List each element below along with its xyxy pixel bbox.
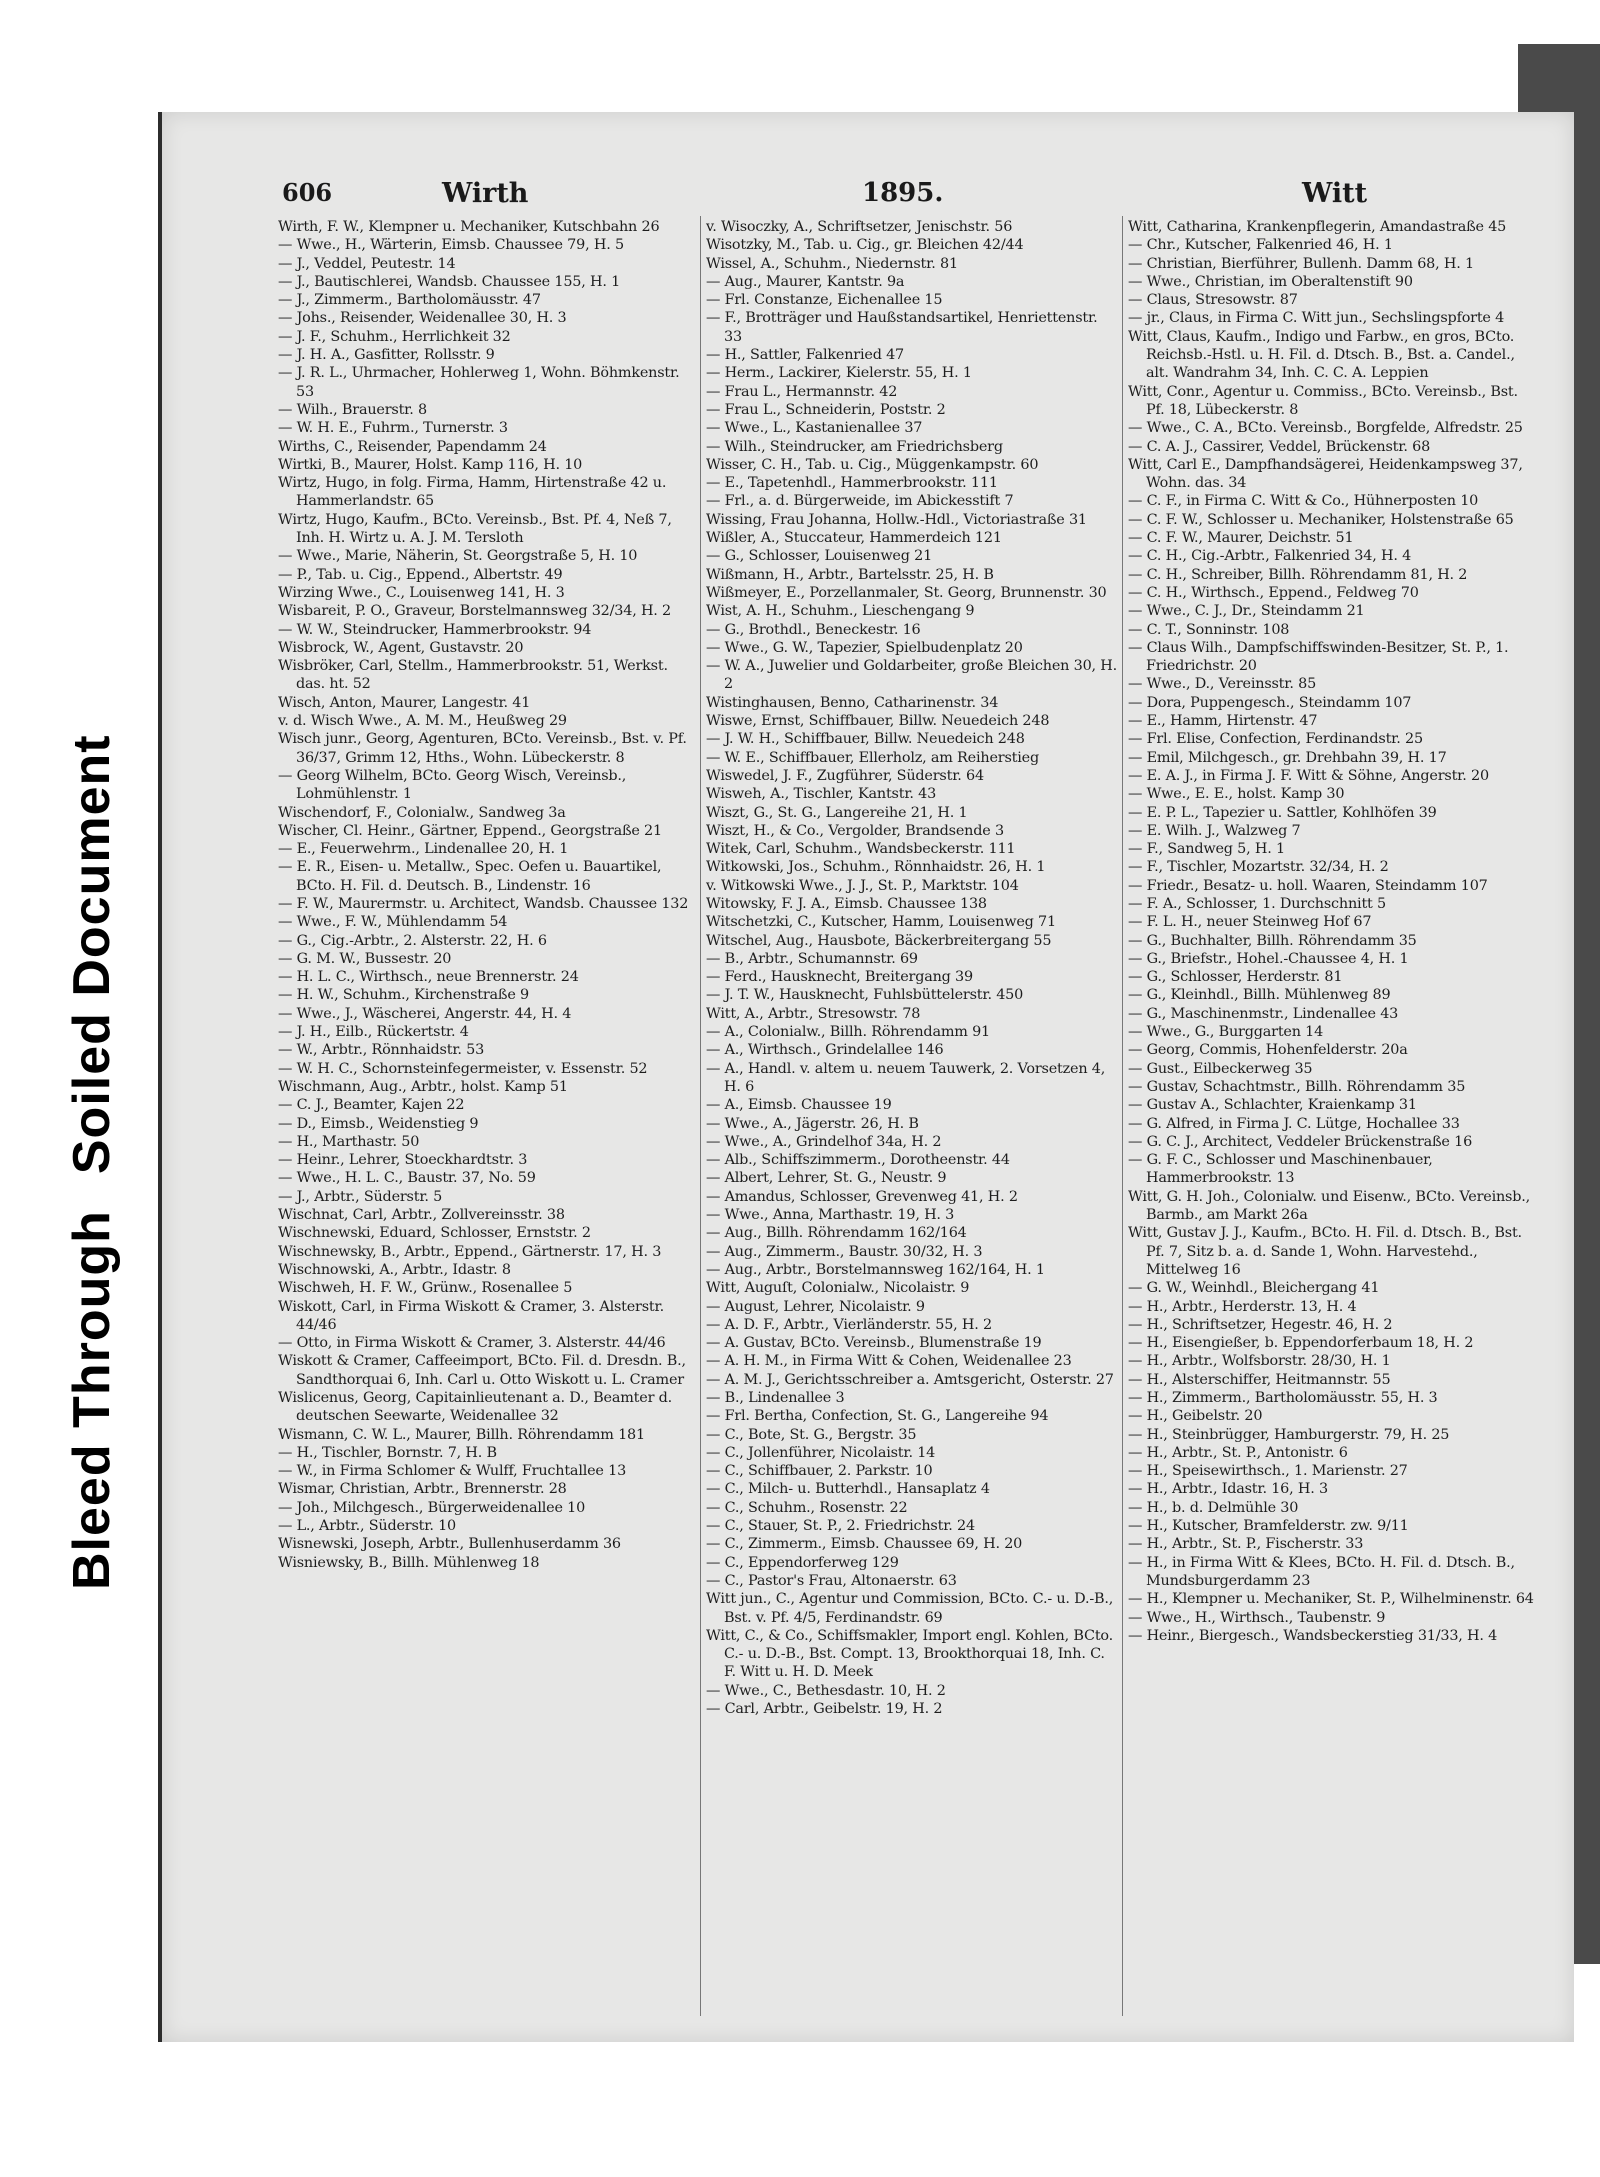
directory-entry: — C. J., Beamter, Kajen 22 xyxy=(278,1097,465,1114)
directory-entry: — Aug., Zimmerm., Baustr. 30/32, H. 3 xyxy=(706,1243,983,1260)
directory-entry: — P., Tab. u. Cig., Eppend., Albertstr. 49 xyxy=(278,566,563,583)
directory-entry: Wisbareit, P. O., Graveur, Borstelmannsweg 32/34, H. 2 xyxy=(278,603,671,620)
directory-entry: — H., Arbtr., St. P., Antonistr. 6 xyxy=(1128,1444,1348,1461)
directory-entry: — C., Jollenführer, Nicolaistr. 14 xyxy=(706,1444,936,1461)
directory-entry: — J. H. A., Gasfitter, Rollsstr. 9 xyxy=(278,347,495,364)
directory-entry: — J., Arbtr., Süderstr. 5 xyxy=(278,1188,443,1205)
directory-entry: Wischnat, Carl, Arbtr., Zollvereinsstr. 38 xyxy=(278,1207,565,1224)
directory-entry: — Otto, in Firma Wiskott & Cramer, 3. Alsterstr. 44/46 xyxy=(278,1335,666,1352)
directory-entry: Witt, Carl E., Dampfhandsägerei, Heidenkampsweg 37, Wohn. das. 34 xyxy=(1128,456,1523,492)
directory-entry: — W., Arbtr., Rönnhaidstr. 53 xyxy=(278,1042,485,1059)
running-head-left: Wirth xyxy=(442,178,529,209)
directory-entry: Wirths, C., Reisender, Papendamm 24 xyxy=(278,438,547,455)
directory-entry: — H., Kutscher, Bramfelderstr. zw. 9/11 xyxy=(1128,1518,1409,1535)
directory-entry: Wisser, C. H., Tab. u. Cig., Müggenkampstr. 60 xyxy=(706,456,1039,473)
directory-entry: — Wwe., G., Burggarten 14 xyxy=(1128,1024,1324,1041)
directory-entry: — H. W., Schuhm., Kirchenstraße 9 xyxy=(278,987,529,1004)
directory-entry: Wischweh, H. F. W., Grünw., Rosenallee 5 xyxy=(278,1280,573,1297)
directory-entry: — W. H. E., Fuhrm., Turnerstr. 3 xyxy=(278,420,508,437)
directory-entry: — Wwe., C. J., Dr., Steindamm 21 xyxy=(1128,603,1365,620)
directory-entry: — C., Bote, St. G., Bergstr. 35 xyxy=(706,1426,917,1443)
directory-entry: Wischnewski, Eduard, Schlosser, Ernststr. 2 xyxy=(278,1225,591,1242)
directory-entry: Witt, Gustav J. J., Kaufm., BCto. H. Fil. d. Dtsch. B., Bst. Pf. 7, Sitz b. a. d. Sande 1, Wohn. Harvestehd., Mittelweg 16 xyxy=(1128,1225,1522,1278)
directory-entry: Wischer, Cl. Heinr., Gärtner, Eppend., Georgstraße 21 xyxy=(278,822,662,839)
directory-entry: — H., Arbtr., Herderstr. 13, H. 4 xyxy=(1128,1298,1357,1315)
directory-entry: Wisweh, A., Tischler, Kantstr. 43 xyxy=(706,786,937,803)
directory-entry: — B., Arbtr., Schumannstr. 69 xyxy=(706,950,918,967)
directory-entry: — Ferd., Hausknecht, Breitergang 39 xyxy=(706,969,973,986)
directory-entry: — H., Schriftsetzer, Hegestr. 46, H. 2 xyxy=(1128,1316,1393,1333)
directory-entry: — Carl, Arbtr., Geibelstr. 19, H. 2 xyxy=(706,1701,943,1718)
directory-entry: Wisotzky, M., Tab. u. Cig., gr. Bleichen 42/44 xyxy=(706,237,1024,254)
directory-entry: Wisbrock, W., Agent, Gustavstr. 20 xyxy=(278,639,524,656)
directory-entry: Wischnewsky, B., Arbtr., Eppend., Gärtnerstr. 17, H. 3 xyxy=(278,1243,662,1260)
directory-entry: — C. F. W., Maurer, Deichstr. 51 xyxy=(1128,530,1354,547)
directory-entry: — F. W., Maurermstr. u. Architect, Wandsb. Chaussee 132 xyxy=(278,895,689,912)
directory-entry: Wistinghausen, Benno, Catharinenstr. 34 xyxy=(706,694,999,711)
directory-entry: — C. H., Wirthsch., Eppend., Feldweg 70 xyxy=(1128,584,1419,601)
directory-entry: — H., Klempner u. Mechaniker, St. P., Wilhelminenstr. 64 xyxy=(1128,1591,1534,1608)
directory-entry: — A., Eimsb. Chaussee 19 xyxy=(706,1097,892,1114)
directory-entry: — G. W., Weinhdl., Bleichergang 41 xyxy=(1128,1280,1380,1297)
directory-entry: Wist, A. H., Schuhm., Lieschengang 9 xyxy=(706,603,975,620)
directory-entry: — G., Buchhalter, Billh. Röhrendamm 35 xyxy=(1128,932,1417,949)
directory-entry: — Wwe., A., Jägerstr. 26, H. B xyxy=(706,1115,919,1132)
directory-entry: — H., Geibelstr. 20 xyxy=(1128,1408,1263,1425)
directory-entry: — H., Speisewirthsch., 1. Marienstr. 27 xyxy=(1128,1463,1408,1480)
directory-entry: — Claus Wilh., Dampfschiffswinden-Besitzer, St. P., 1. Friedrichstr. 20 xyxy=(1128,639,1509,675)
directory-entry: — C., Schuhm., Rosenstr. 22 xyxy=(706,1499,908,1516)
directory-entry: — E., Feuerwehrm., Lindenallee 20, H. 1 xyxy=(278,841,569,858)
stamp-bleed-through: Bleed Through xyxy=(63,1210,121,1590)
directory-entry: — H., Eisengießer, b. Eppendorferbaum 18, H. 2 xyxy=(1128,1335,1474,1352)
directory-entry: — Emil, Milchgesch., gr. Drehbahn 39, H. 17 xyxy=(1128,749,1447,766)
directory-entry: — A. Gustav, BCto. Vereinsb., Blumenstraße 19 xyxy=(706,1335,1042,1352)
directory-entry: v. Wisoczky, A., Schriftsetzer, Jenischstr. 56 xyxy=(706,219,1013,235)
directory-entry: — Frau L., Schneiderin, Poststr. 2 xyxy=(706,401,946,418)
directory-entry: — Johs., Reisender, Weidenallee 30, H. 3 xyxy=(278,310,567,327)
directory-entry: — C. A. J., Cassirer, Veddel, Brückenstr. 68 xyxy=(1128,438,1431,455)
directory-entry: Wirtz, Hugo, Kaufm., BCto. Vereinsb., Bst. Pf. 4, Neß 7, Inh. H. Wirtz u. A. J. M. Tersloth xyxy=(278,511,672,547)
directory-entry: Witschel, Aug., Hausbote, Bäckerbreitergang 55 xyxy=(706,932,1052,949)
directory-entry: — Wwe., Anna, Marthastr. 19, H. 3 xyxy=(706,1207,955,1224)
directory-entry: Wiswedel, J. F., Zugführer, Süderstr. 64 xyxy=(706,767,984,784)
directory-entry: Witt, A., Arbtr., Stresowstr. 78 xyxy=(706,1005,921,1022)
directory-entry: — Frl. Elise, Confection, Ferdinandstr. 25 xyxy=(1128,731,1423,748)
directory-entry: — Frl., a. d. Bürgerweide, im Abickesstift 7 xyxy=(706,493,1014,510)
directory-entry: — Friedr., Besatz- u. holl. Waaren, Steindamm 107 xyxy=(1128,877,1488,894)
directory-entry: — H., Zimmerm., Bartholomäusstr. 55, H. 3 xyxy=(1128,1390,1438,1406)
directory-entry: — F. L. H., neuer Steinweg Hof 67 xyxy=(1128,914,1372,931)
directory-entry: — J. R. L., Uhrmacher, Hohlerweg 1, Wohn. Böhmkenstr. 53 xyxy=(278,365,680,400)
directory-entry: — A., Handl. v. altem u. neuem Tauwerk, 2. Vorsetzen 4, H. 6 xyxy=(706,1060,1106,1095)
directory-entry: — Gustav, Schachtmstr., Billh. Röhrendamm 35 xyxy=(1128,1078,1466,1095)
directory-entry: — Wwe., H., Wärterin, Eimsb. Chaussee 79, H. 5 xyxy=(278,237,624,254)
directory-entry: — A., Colonialw., Billh. Röhrendamm 91 xyxy=(706,1024,991,1041)
directory-entry: — G., Briefstr., Hohel.-Chaussee 4, H. 1 xyxy=(1128,950,1409,967)
directory-entry: Wißmann, H., Arbtr., Bartelsstr. 25, H. B xyxy=(706,566,994,583)
column-rule xyxy=(1122,216,1123,2016)
directory-entry: Wislicenus, Georg, Capitainlieutenant a. D., Beamter d. deutschen Seewarte, Weidenallee 32 xyxy=(278,1390,673,1425)
directory-entry: Wischendorf, F., Colonialw., Sandweg 3a xyxy=(278,804,566,821)
directory-entry: Wiswe, Ernst, Schiffbauer, Billw. Neuedeich 248 xyxy=(706,713,1050,730)
directory-entry: — F., Brotträger und Haußstandsartikel, Henriettenstr. 33 xyxy=(706,310,1098,345)
directory-entry: — J. F., Schuhm., Herrlichkeit 32 xyxy=(278,328,511,345)
directory-entry: — F. A., Schlosser, 1. Durchschnitt 5 xyxy=(1128,895,1386,912)
directory-entry: — J., Veddel, Peutestr. 14 xyxy=(278,255,456,272)
directory-entry: Witt, Conr., Agentur u. Commiss., BCto. Vereinsb., Bst. Pf. 18, Lübeckerstr. 8 xyxy=(1128,383,1518,418)
directory-entry: Witowsky, F. J. A., Eimsb. Chaussee 138 xyxy=(706,895,987,912)
directory-entry: — Joh., Milchgesch., Bürgerweidenallee 10 xyxy=(278,1499,586,1516)
column-rule xyxy=(700,216,701,2016)
directory-entry: — E. P. L., Tapezier u. Sattler, Kohlhöfen 39 xyxy=(1128,804,1437,821)
directory-entry: — W., in Firma Schlomer & Wulff, Fruchtallee 13 xyxy=(278,1463,627,1480)
directory-entry: — Wwe., L., Kastanienallee 37 xyxy=(706,420,923,437)
directory-entry: — H., Arbtr., Wolfsborstr. 28/30, H. 1 xyxy=(1128,1353,1391,1370)
directory-page xyxy=(158,112,1574,2042)
directory-entry: — E., Hamm, Hirtenstr. 47 xyxy=(1128,713,1318,730)
directory-entry: — H., Arbtr., St. P., Fischerstr. 33 xyxy=(1128,1536,1364,1553)
directory-entry: Wirzing Wwe., C., Louisenweg 141, H. 3 xyxy=(278,584,565,601)
directory-entry: Witt, C., & Co., Schiffsmakler, Import engl. Kohlen, BCto. C.- u. D.-B., Bst. Compt. 13, Brookthorquai 18, Inh. C. F. Witt u. H. D. Meek xyxy=(706,1627,1113,1681)
directory-entry: — H., Arbtr., Idastr. 16, H. 3 xyxy=(1128,1481,1328,1498)
directory-entry: — W. H. C., Schornsteinfegermeister, v. Essenstr. 52 xyxy=(278,1060,648,1077)
directory-entry: — H., in Firma Witt & Klees, BCto. H. Fil. d. Dtsch. B., Mundsburgerdamm 23 xyxy=(1128,1554,1515,1589)
running-head-year: 1895. xyxy=(862,178,944,208)
directory-entry: — G. Alfred, in Firma J. C. Lütge, Hochallee 33 xyxy=(1128,1115,1460,1132)
directory-entry: — E., Tapetenhdl., Hammerbrookstr. 111 xyxy=(706,475,998,492)
directory-entry: — Aug., Arbtr., Borstelmannsweg 162/164, H. 1 xyxy=(706,1261,1045,1278)
directory-entry: — Wilh., Steindrucker, am Friedrichsberg xyxy=(706,438,1003,455)
directory-entry: Wirtz, Hugo, in folg. Firma, Hamm, Hirtenstraße 42 u. Hammerlandstr. 65 xyxy=(278,475,667,510)
directory-entry: — Wwe., C. A., BCto. Vereinsb., Borgfelde, Alfredstr. 25 xyxy=(1128,420,1523,437)
directory-entry: — G., Cig.-Arbtr., 2. Alsterstr. 22, H. 6 xyxy=(278,932,547,949)
directory-entry: — G. C. J., Architect, Veddeler Brückenstraße 16 xyxy=(1128,1133,1473,1150)
directory-entry: — E. Wilh. J., Walzweg 7 xyxy=(1128,822,1301,839)
directory-entry: — C. F. W., Schlosser u. Mechaniker, Holstenstraße 65 xyxy=(1128,511,1514,528)
directory-entry: v. d. Wisch Wwe., A. M. M., Heußweg 29 xyxy=(278,713,567,730)
directory-entry: — Christian, Bierführer, Bullenh. Damm 68, H. 1 xyxy=(1128,255,1474,272)
directory-entry: — W. W., Steindrucker, Hammerbrookstr. 94 xyxy=(278,621,592,638)
directory-entry: Wisniewsky, B., Billh. Mühlenweg 18 xyxy=(278,1554,540,1571)
directory-entry: v. Witkowski Wwe., J. J., St. P., Marktstr. 104 xyxy=(706,877,1019,894)
directory-entry: — Wwe., H., Wirthsch., Taubenstr. 9 xyxy=(1128,1609,1386,1626)
directory-entry: — C., Stauer, St. P., 2. Friedrichstr. 24 xyxy=(706,1518,975,1535)
directory-entry: — A., Wirthsch., Grindelallee 146 xyxy=(706,1042,944,1059)
directory-entry: — Wwe., Christian, im Oberaltenstift 90 xyxy=(1128,273,1413,290)
directory-entry: — W. A., Juwelier und Goldarbeiter, große Bleichen 30, H. 2 xyxy=(706,658,1118,693)
directory-entry: — C., Schiffbauer, 2. Parkstr. 10 xyxy=(706,1463,933,1480)
directory-entry: — H. L. C., Wirthsch., neue Brennerstr. 24 xyxy=(278,969,579,986)
directory-entry: — C. H., Schreiber, Billh. Röhrendamm 81, H. 2 xyxy=(1128,566,1468,583)
directory-entry: — Wwe., C., Bethesdastr. 10, H. 2 xyxy=(706,1682,946,1699)
directory-entry: — Wwe., E. E., holst. Kamp 30 xyxy=(1128,786,1345,803)
directory-entry: — L., Arbtr., Süderstr. 10 xyxy=(278,1518,456,1535)
directory-entry: Wischnowski, A., Arbtr., Idastr. 8 xyxy=(278,1261,511,1278)
directory-entry: — Claus, Stresowstr. 87 xyxy=(1128,292,1298,309)
directory-entry: — E. A. J., in Firma J. F. Witt & Söhne, Angerstr. 20 xyxy=(1128,767,1489,784)
directory-entry: — G., Kleinhdl., Billh. Mühlenweg 89 xyxy=(1128,987,1391,1004)
directory-entry: Wiskott & Cramer, Caffeeimport, BCto. Fil. d. Dresdn. B., Sandthorquai 6, Inh. Carl u. Otto Wiskott u. L. Cramer xyxy=(278,1353,686,1388)
directory-entry: — H., b. d. Delmühle 30 xyxy=(1128,1499,1299,1516)
directory-entry: — C. F., in Firma C. Witt & Co., Hühnerposten 10 xyxy=(1128,493,1479,510)
directory-entry: — Herm., Lackirer, Kielerstr. 55, H. 1 xyxy=(706,365,972,382)
directory-entry: — Albert, Lehrer, St. G., Neustr. 9 xyxy=(706,1170,947,1187)
directory-entry: — G., Brothdl., Beneckestr. 16 xyxy=(706,621,921,638)
directory-entry: — J. W. H., Schiffbauer, Billw. Neuedeich 248 xyxy=(706,731,1025,748)
directory-entry: — B., Lindenallee 3 xyxy=(706,1390,845,1406)
directory-entry: Wissel, A., Schuhm., Niedernstr. 81 xyxy=(706,255,958,272)
directory-entry: — Gust., Eilbeckerweg 35 xyxy=(1128,1060,1313,1077)
directory-entry: Wißler, A., Stuccateur, Hammerdeich 121 xyxy=(706,530,1002,547)
directory-entry: — Frl. Constanze, Eichenallee 15 xyxy=(706,292,943,309)
directory-entry: — Chr., Kutscher, Falkenried 46, H. 1 xyxy=(1128,237,1393,254)
directory-entry: — Aug., Billh. Röhrendamm 162/164 xyxy=(706,1225,967,1242)
directory-entry: — J., Zimmerm., Bartholomäusstr. 47 xyxy=(278,292,541,309)
directory-entry: — Heinr., Biergesch., Wandsbeckerstieg 31/33, H. 4 xyxy=(1128,1627,1498,1644)
directory-entry: — H., Tischler, Bornstr. 7, H. B xyxy=(278,1444,497,1461)
directory-entry: Wisch junr., Georg, Agenturen, BCto. Vereinsb., Bst. v. Pf. 36/37, Grimm 12, Hths., Wohn. Lübeckerstr. 8 xyxy=(278,731,687,766)
directory-entry: — W. E., Schiffbauer, Ellerholz, am Reiherstieg xyxy=(706,749,1039,766)
directory-entry: — G., Schlosser, Herderstr. 81 xyxy=(1128,969,1343,986)
directory-entry: — J., Bautischlerei, Wandsb. Chaussee 155, H. 1 xyxy=(278,273,621,290)
directory-entry: — Georg, Commis, Hohenfelderstr. 20a xyxy=(1128,1042,1408,1059)
directory-entry: — Aug., Maurer, Kantstr. 9a xyxy=(706,273,905,290)
directory-entry: Witt, G. H. Joh., Colonialw. und Eisenw., BCto. Vereinsb., Barmb., am Markt 26a xyxy=(1128,1188,1530,1224)
page-number: 606 xyxy=(282,178,333,207)
directory-entry: — C., Eppendorferweg 129 xyxy=(706,1554,899,1571)
directory-entry: Wiszt, G., St. G., Langereihe 21, H. 1 xyxy=(706,804,968,821)
directory-entry: — Heinr., Lehrer, Stoeckhardtstr. 3 xyxy=(278,1152,528,1169)
directory-entry: Witt jun., C., Agentur und Commission, BCto. C.- u. D.-B., Bst. v. Pf. 4/5, Ferdinandstr. 69 xyxy=(706,1591,1114,1626)
directory-entry: Witt, Auguſt, Colonialw., Nicolaistr. 9 xyxy=(706,1280,970,1297)
directory-entry: — E. R., Eisen- u. Metallw., Spec. Oefen u. Bauartikel, BCto. H. Fil. d. Deutsch. B., Lindenstr. 16 xyxy=(278,859,662,894)
running-head-right: Witt xyxy=(1302,178,1368,209)
directory-entry: Wisbröker, Carl, Stellm., Hammerbrookstr. 51, Werkst. das. ht. 52 xyxy=(278,658,668,693)
directory-entry: Wisch, Anton, Maurer, Langestr. 41 xyxy=(278,694,531,711)
directory-entry: Witschetzki, C., Kutscher, Hamm, Louisenweg 71 xyxy=(706,914,1056,931)
directory-entry: — Georg Wilhelm, BCto. Georg Wisch, Vereinsb., Lohmühlenstr. 1 xyxy=(278,767,627,803)
directory-entry: Witkowski, Jos., Schuhm., Rönnhaidstr. 26, H. 1 xyxy=(706,859,1046,876)
directory-entry: — Gustav A., Schlachter, Kraienkamp 31 xyxy=(1128,1097,1417,1114)
directory-entry: — H., Steinbrügger, Hamburgerstr. 79, H. 25 xyxy=(1128,1426,1450,1443)
directory-entry: — A. D. F., Arbtr., Vierländerstr. 55, H. 2 xyxy=(706,1316,992,1333)
directory-entry: — H., Alsterschiffer, Heitmannstr. 55 xyxy=(1128,1371,1391,1388)
directory-entry: Wismann, C. W. L., Maurer, Billh. Röhrendamm 181 xyxy=(278,1426,645,1443)
directory-entry: Wirtki, B., Maurer, Holst. Kamp 116, H. 10 xyxy=(278,456,583,473)
directory-entry: — Wwe., A., Grindelhof 34a, H. 2 xyxy=(706,1133,942,1150)
directory-entry: Wissing, Frau Johanna, Hollw.-Hdl., Victoriastraße 31 xyxy=(706,511,1087,528)
directory-entry: Witek, Carl, Schuhm., Wandsbeckerstr. 111 xyxy=(706,841,1016,858)
archive-stamp xyxy=(62,734,122,1590)
directory-entry: — C. H., Cig.-Arbtr., Falkenried 34, H. 4 xyxy=(1128,548,1412,565)
directory-entry: — Alb., Schiffszimmerm., Dorotheenstr. 44 xyxy=(706,1152,1010,1169)
directory-entry: — G. M. W., Bussestr. 20 xyxy=(278,950,452,967)
directory-entry: — A. M. J., Gerichtsschreiber a. Amtsgericht, Osterstr. 27 xyxy=(706,1371,1114,1388)
directory-entry: — D., Eimsb., Weidenstieg 9 xyxy=(278,1115,479,1132)
directory-entry: — C., Zimmerm., Eimsb. Chaussee 69, H. 20 xyxy=(706,1536,1023,1553)
directory-entry: Wiskott, Carl, in Firma Wiskott & Cramer, 3. Alsterstr. 44/46 xyxy=(278,1298,664,1333)
directory-entry: — J. T. W., Hausknecht, Fuhlsbüttelerstr. 450 xyxy=(706,987,1024,1004)
column-3 xyxy=(1128,218,1540,1645)
directory-entry: — jr., Claus, in Firma C. Witt jun., Sechslingspforte 4 xyxy=(1128,310,1505,327)
directory-entry: — Wwe., H. L. C., Baustr. 37, No. 59 xyxy=(278,1170,536,1187)
directory-entry: Wisnewski, Joseph, Arbtr., Bullenhuserdamm 36 xyxy=(278,1536,621,1553)
directory-entry: Witt, Catharina, Krankenpflegerin, Amandastraße 45 xyxy=(1128,219,1507,235)
directory-entry: Wiszt, H., & Co., Vergolder, Brandsende 3 xyxy=(706,822,1004,839)
directory-entry: — G. F. C., Schlosser und Maschinenbauer, Hammerbrookstr. 13 xyxy=(1128,1152,1433,1187)
directory-entry: — C., Pastor's Frau, Altonaerstr. 63 xyxy=(706,1572,957,1589)
directory-entry: — Wwe., F. W., Mühlendamm 54 xyxy=(278,914,508,931)
directory-entry: — Wwe., Marie, Näherin, St. Georgstraße 5, H. 10 xyxy=(278,548,638,565)
directory-entry: Wirth, F. W., Klempner u. Mechaniker, Kutschbahn 26 xyxy=(278,219,660,235)
directory-entry: — H., Marthastr. 50 xyxy=(278,1133,420,1150)
directory-entry: Wischmann, Aug., Arbtr., holst. Kamp 51 xyxy=(278,1078,568,1095)
directory-entry: — H., Sattler, Falkenried 47 xyxy=(706,347,904,364)
column-1 xyxy=(278,218,690,1572)
directory-entry: — Wilh., Brauerstr. 8 xyxy=(278,401,427,418)
directory-entry: — G., Maschinenmstr., Lindenallee 43 xyxy=(1128,1005,1399,1022)
directory-entry: — G., Schlosser, Louisenweg 21 xyxy=(706,548,933,565)
stamp-soiled-document: Soiled Document xyxy=(63,734,121,1175)
column-2 xyxy=(706,218,1118,1718)
directory-entry: — A. H. M., in Firma Witt & Cohen, Weidenallee 23 xyxy=(706,1353,1072,1370)
directory-entry: — J. H., Eilb., Rückertstr. 4 xyxy=(278,1024,469,1041)
directory-entry: — F., Tischler, Mozartstr. 32/34, H. 2 xyxy=(1128,859,1389,876)
directory-entry: Wismar, Christian, Arbtr., Brennerstr. 28 xyxy=(278,1481,567,1498)
directory-entry: — Dora, Puppengesch., Steindamm 107 xyxy=(1128,694,1412,711)
directory-entry: — F., Sandweg 5, H. 1 xyxy=(1128,841,1285,858)
directory-entry: — Frau L., Hermannstr. 42 xyxy=(706,383,898,400)
directory-entry: Wißmeyer, E., Porzellanmaler, St. Georg, Brunnenstr. 30 xyxy=(706,584,1107,601)
directory-entry: — Wwe., D., Vereinsstr. 85 xyxy=(1128,676,1317,693)
directory-entry: — C., Milch- u. Butterhdl., Hansaplatz 4 xyxy=(706,1481,990,1498)
directory-entry: — Frl. Bertha, Confection, St. G., Langereihe 94 xyxy=(706,1408,1049,1425)
directory-entry: — Wwe., G. W., Tapezier, Spielbudenplatz 20 xyxy=(706,639,1023,656)
directory-entry: — Wwe., J., Wäscherei, Angerstr. 44, H. 4 xyxy=(278,1005,572,1022)
directory-entry: — August, Lehrer, Nicolaistr. 9 xyxy=(706,1298,925,1315)
directory-entry: Witt, Claus, Kaufm., Indigo und Farbw., en gros, BCto. Reichsb.-Hstl. u. H. Fil. d. Dtsch. B., Bst. a. Candel., alt. Wandrahm 34, Inh. C. C. A. Leppien xyxy=(1128,328,1515,382)
directory-entry: — Amandus, Schlosser, Grevenweg 41, H. 2 xyxy=(706,1188,1018,1205)
directory-entry: — C. T., Sonninstr. 108 xyxy=(1128,621,1290,638)
